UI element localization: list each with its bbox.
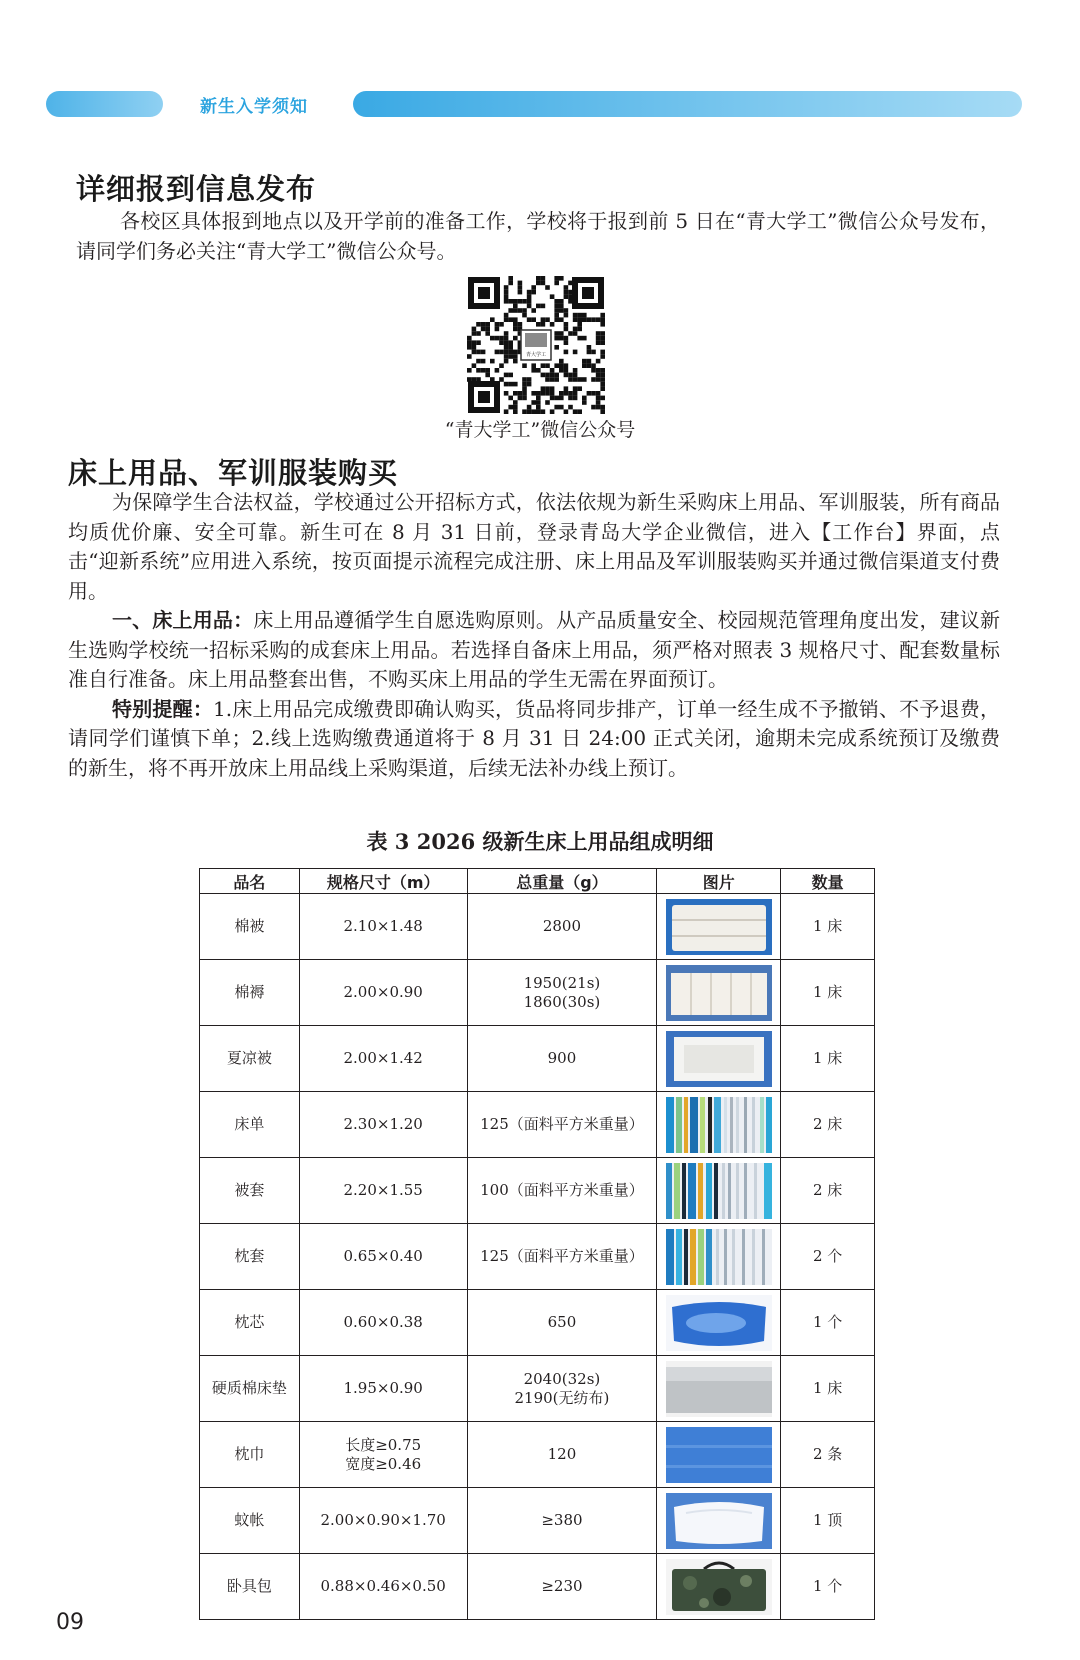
- table-row: [200, 960, 875, 1026]
- cell-name: 枕芯: [200, 1290, 300, 1356]
- cell-name: 床单: [200, 1092, 300, 1158]
- reminder-lead: 特别提醒：: [112, 696, 214, 721]
- white-mattress-pad-photo: [666, 965, 772, 1021]
- cell-image: [657, 1422, 781, 1488]
- table-header-row: [200, 869, 875, 894]
- qr-logo-text: 青大学工: [525, 352, 547, 358]
- cell-weight: 125（面料平方米重量）: [467, 1092, 657, 1158]
- blue-pillow-photo: [666, 1295, 772, 1351]
- striped-pillowcase-photo: [666, 1229, 772, 1285]
- cell-image: [657, 1224, 781, 1290]
- cell-weight: ≥380: [467, 1488, 657, 1554]
- section-title-registration: 详细报到信息发布: [76, 172, 317, 206]
- bedding-paragraph: [68, 606, 1000, 695]
- cell-qty: 1 床: [781, 960, 875, 1026]
- cell-qty: 2 条: [781, 1422, 875, 1488]
- table-row: [200, 1488, 875, 1554]
- bedding-table: [199, 868, 875, 1620]
- cell-qty: 2 床: [781, 1158, 875, 1224]
- table-row: [200, 1026, 875, 1092]
- cell-size: 2.00×1.42: [299, 1026, 467, 1092]
- cell-qty: 2 个: [781, 1224, 875, 1290]
- table-row: [200, 1422, 875, 1488]
- section-title-purchase: 床上用品、军训服装购买: [68, 456, 399, 490]
- cell-weight: ≥230: [467, 1554, 657, 1620]
- cell-weight: 100（面料平方米重量）: [467, 1158, 657, 1224]
- cell-name: 被套: [200, 1158, 300, 1224]
- cell-size: 2.30×1.20: [299, 1092, 467, 1158]
- header-image: 图片: [657, 869, 781, 894]
- summer-quilt-photo: [666, 1031, 772, 1087]
- purchase-intro: 为保障学生合法权益，学校通过公开招标方式，依法依规为新生采购床上用品、军训服装，所有商品均质优价廉、安全可靠。新生可在 8 月 31 日前，登录青岛大学企业微信，进入【工作台】界面，点击“迎新系统”应用进入系统，按页面提示流程完成注册、床上用品及军训服装购买并通过微信渠道支付费用。: [68, 490, 1000, 603]
- table-title: 表 3 2026 级新生床上用品组成明细: [366, 829, 714, 854]
- cell-image: [657, 1158, 781, 1224]
- header-qty: 数量: [781, 869, 875, 894]
- table-row: [200, 1290, 875, 1356]
- header-name: 品名: [200, 869, 300, 894]
- cell-name: 棉褥: [200, 960, 300, 1026]
- bedding-body: 床上用品遵循学生自愿选购原则。从产品质量安全、校园规范管理角度出发，建议新生选购学校统一招标采购的成套床上用品。若选择自备床上用品，须严格对照表 3 规格尺寸、配套数量标准自行准备。床上用品整套出售，不购买床上用品的学生无需在界面预订。: [68, 608, 1001, 691]
- bedding-lead: 一、床上用品：: [112, 608, 254, 632]
- header-decor-right: [353, 91, 1022, 117]
- cell-weight: 2040(32s) 2190(无纺布): [467, 1356, 657, 1422]
- header-weight: 总重量（g）: [467, 869, 657, 894]
- registration-text: 各校区具体报到地点以及开学前的准备工作，学校将于报到前 5 日在“青大学工”微信公众号发布，请同学们务必关注“青大学工”微信公众号。: [76, 209, 1000, 263]
- purchase-paragraphs: [68, 488, 1000, 783]
- cell-weight: 125（面料平方米重量）: [467, 1224, 657, 1290]
- cell-weight: 650: [467, 1290, 657, 1356]
- cell-qty: 2 床: [781, 1092, 875, 1158]
- camo-bag-photo: [666, 1559, 772, 1615]
- table-row: [200, 1092, 875, 1158]
- table-row: [200, 1224, 875, 1290]
- blue-towel-photo: [666, 1427, 772, 1483]
- cell-weight: 900: [467, 1026, 657, 1092]
- table-row: [200, 1356, 875, 1422]
- cell-size: 2.10×1.48: [299, 894, 467, 960]
- cell-qty: 1 个: [781, 1554, 875, 1620]
- white-net-photo: [666, 1493, 772, 1549]
- header-decor-left: [46, 91, 163, 117]
- cell-qty: 1 床: [781, 894, 875, 960]
- table-row: [200, 1554, 875, 1620]
- cell-image: [657, 1488, 781, 1554]
- cell-image: [657, 1026, 781, 1092]
- cell-name: 卧具包: [200, 1554, 300, 1620]
- cell-image: [657, 960, 781, 1026]
- cell-size: 2.20×1.55: [299, 1158, 467, 1224]
- qr-caption: “青大学工”微信公众号: [444, 419, 636, 441]
- cell-size: 0.65×0.40: [299, 1224, 467, 1290]
- cell-name: 夏凉被: [200, 1026, 300, 1092]
- cell-name: 棉被: [200, 894, 300, 960]
- cell-image: [657, 1092, 781, 1158]
- cell-size: 2.00×0.90: [299, 960, 467, 1026]
- grey-mattress-photo: [666, 1361, 772, 1417]
- white-quilt-photo: [666, 899, 772, 955]
- cell-size: 长度≥0.75 宽度≥0.46: [299, 1422, 467, 1488]
- cell-size: 0.60×0.38: [299, 1290, 467, 1356]
- qr-code-icon: [466, 275, 606, 415]
- cell-weight: 1950(21s) 1860(30s): [467, 960, 657, 1026]
- registration-paragraph: [76, 207, 1000, 266]
- cell-weight: 120: [467, 1422, 657, 1488]
- reminder-paragraph: [68, 695, 1000, 784]
- cell-image: [657, 894, 781, 960]
- cell-weight: 2800: [467, 894, 657, 960]
- cell-qty: 1 床: [781, 1026, 875, 1092]
- table-row: [200, 1158, 875, 1224]
- reminder-body: 1.床上用品完成缴费即确认购买，货品将同步排产，订单一经生成不予撤销、不予退费，请同学们谨慎下单；2.线上选购缴费通道将于 8 月 31 日 24:00 正式关闭，逾期未完成系统预订及缴费的新生，将不再开放床上用品线上采购渠道，后续无法补办线上预订。: [68, 696, 1000, 780]
- cell-qty: 1 顶: [781, 1488, 875, 1554]
- cell-name: 硬质棉床垫: [200, 1356, 300, 1422]
- cell-qty: 1 床: [781, 1356, 875, 1422]
- header-section-label: 新生入学须知: [200, 97, 308, 117]
- table-row: [200, 894, 875, 960]
- cell-size: 0.88×0.46×0.50: [299, 1554, 467, 1620]
- cell-name: 蚊帐: [200, 1488, 300, 1554]
- page-number: 09: [56, 1610, 84, 1635]
- cell-image: [657, 1356, 781, 1422]
- cell-image: [657, 1554, 781, 1620]
- striped-sheet-photo: [666, 1097, 772, 1153]
- cell-name: 枕巾: [200, 1422, 300, 1488]
- cell-size: 2.00×0.90×1.70: [299, 1488, 467, 1554]
- cell-qty: 1 个: [781, 1290, 875, 1356]
- cell-size: 1.95×0.90: [299, 1356, 467, 1422]
- striped-duvet-cover-photo: [666, 1163, 772, 1219]
- cell-image: [657, 1290, 781, 1356]
- header-size: 规格尺寸（m）: [299, 869, 467, 894]
- cell-name: 枕套: [200, 1224, 300, 1290]
